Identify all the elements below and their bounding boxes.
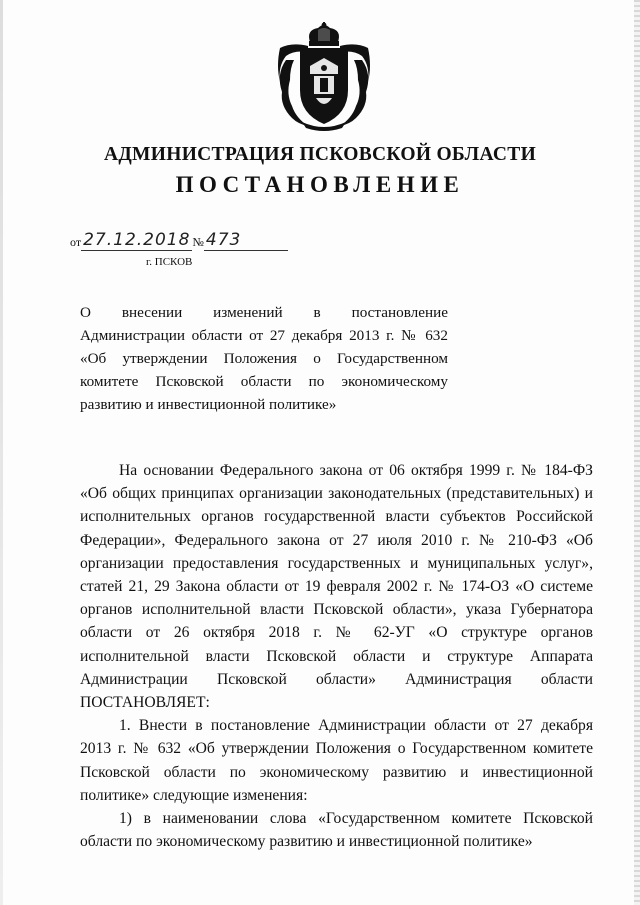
pskov-coat-of-arms-icon xyxy=(272,22,376,132)
date-number-row xyxy=(70,230,288,251)
preamble-paragraph: На основании Федерального закона от 06 октября 1999 г. № 184-ФЗ «Об общих принципах организации законодательных (представительных) и исполнительных органов государственной власти субъектов Российской Федерации», Федерального закона от 27 июля 2010 г. № 210-ФЗ «Об организации предоставления государственных и муниципальных услуг», статей 21, 29 Закона области от 19 февраля 2002 г. № 174-ОЗ «О системе органов исполнительной власти Псковской области», указа Губернатора области от 26 октября 2018 г. № 62-УГ «О структуре органов исполнительной власти Псковской области и структуре Аппарата Администрации Псковской области» Администрация области ПОСТАНОВЛЯЕТ: xyxy=(80,462,593,712)
subitem-1-paragraph: 1) в наименовании слова «Государственном комитете Псковской области по экономическому развитию и инвестиционной политике» xyxy=(80,810,593,851)
scan-edge-left xyxy=(0,0,3,905)
document-meta xyxy=(70,230,288,251)
document-type-title: ПОСТАНОВЛЕНИЕ xyxy=(175,172,465,197)
item-1-paragraph: 1. Внести в постановление Администрации области от 27 декабря 2013 г. № 632 «Об утверждении Положения о Государственном комитете Псковской области по экономическому развитию и инвестиционной политике» следующие изменения: xyxy=(80,717,593,804)
document-body xyxy=(80,459,593,853)
from-label: от xyxy=(70,235,82,249)
organization-title: АДМИНИСТРАЦИЯ ПСКОВСКОЙ ОБЛАСТИ xyxy=(103,144,537,165)
handwritten-date: 27.12.2018 xyxy=(83,230,191,250)
city-label: г. ПСКОВ xyxy=(146,256,193,268)
handwritten-number: 473 xyxy=(205,230,242,250)
document-subject: О внесении изменений в постановление Администрации области от 27 декабря 2013 г. № 632 «Об утверждении Положения о Государственном комитете Псковской области по экономическому развитию и инвестиционной политике» xyxy=(80,304,448,413)
scan-edge-right xyxy=(634,0,640,905)
number-label: № xyxy=(192,235,204,249)
